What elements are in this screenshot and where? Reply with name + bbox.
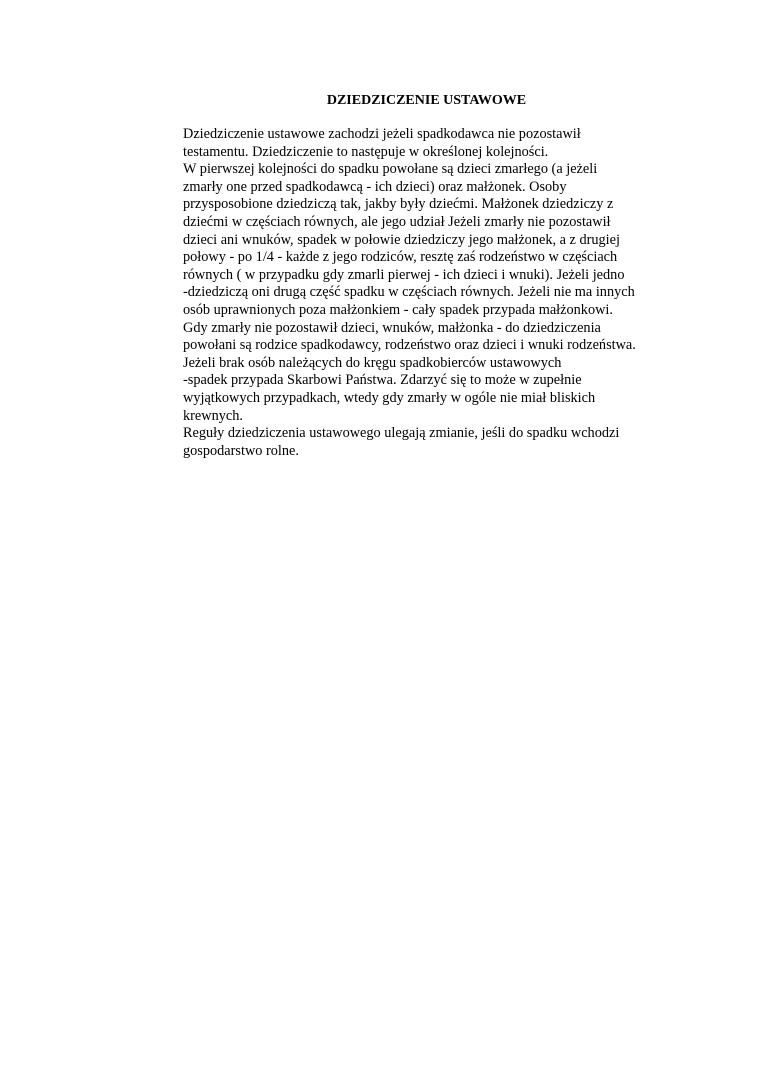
body-line: dziećmi w częściach równych, ale jego udział Jeżeli zmarły nie pozostawił: [183, 213, 611, 230]
body-line: gospodarstwo rolne.: [183, 442, 299, 459]
document-title: DZIEDZICZENIE USTAWOWE: [326, 93, 527, 108]
body-line: równych ( w przypadku gdy zmarli pierwej - ich dzieci i wnuki). Jeżeli jedno: [183, 266, 625, 283]
body-line: przysposobione dziedziczą tak, jakby były dziećmi. Małżonek dziedziczy z: [183, 196, 614, 213]
body-line: testamentu. Dziedziczenie to następuje w określonej kolejności.: [183, 143, 549, 160]
body-line: Dziedziczenie ustawowe zachodzi jeżeli spadkodawca nie pozostawił: [183, 126, 581, 142]
body-line: dzieci ani wnuków, spadek w połowie dziedziczy jego małżonek, a z drugiej: [183, 231, 620, 248]
body-line: połowy - po 1/4 - każde z jego rodziców, resztę zaś rodzeństwo w częściach: [183, 249, 618, 266]
body-line: zmarły one przed spadkodawcą - ich dzieci) oraz małżonek. Osoby: [183, 178, 567, 195]
document-body: [183, 126, 683, 460]
body-line: Gdy zmarły nie pozostawił dzieci, wnuków, małżonka - do dziedziczenia: [183, 319, 601, 336]
body-line: osób uprawnionych poza małżonkiem - cały spadek przypada małżonkowi.: [183, 301, 613, 318]
body-line: wyjątkowych przypadkach, wtedy gdy zmarły w ogóle nie miał bliskich: [183, 389, 596, 406]
body-line: powołani są rodzice spadkodawcy, rodzeństwo oraz dzieci i wnuki rodzeństwa.: [183, 337, 636, 354]
body-line: Jeżeli brak osób należących do kręgu spadkobierców ustawowych: [183, 354, 562, 371]
body-line: Reguły dziedziczenia ustawowego ulegają zmianie, jeśli do spadku wchodzi: [183, 425, 620, 442]
body-line: W pierwszej kolejności do spadku powołane są dzieci zmarłego (a jeżeli: [183, 161, 598, 178]
body-line: -spadek przypada Skarbowi Państwa. Zdarzyć się to może w zupełnie: [183, 372, 582, 389]
body-line: -dziedziczą oni drugą część spadku w częściach równych. Jeżeli nie ma innych: [183, 284, 635, 301]
body-line: krewnych.: [183, 407, 243, 424]
